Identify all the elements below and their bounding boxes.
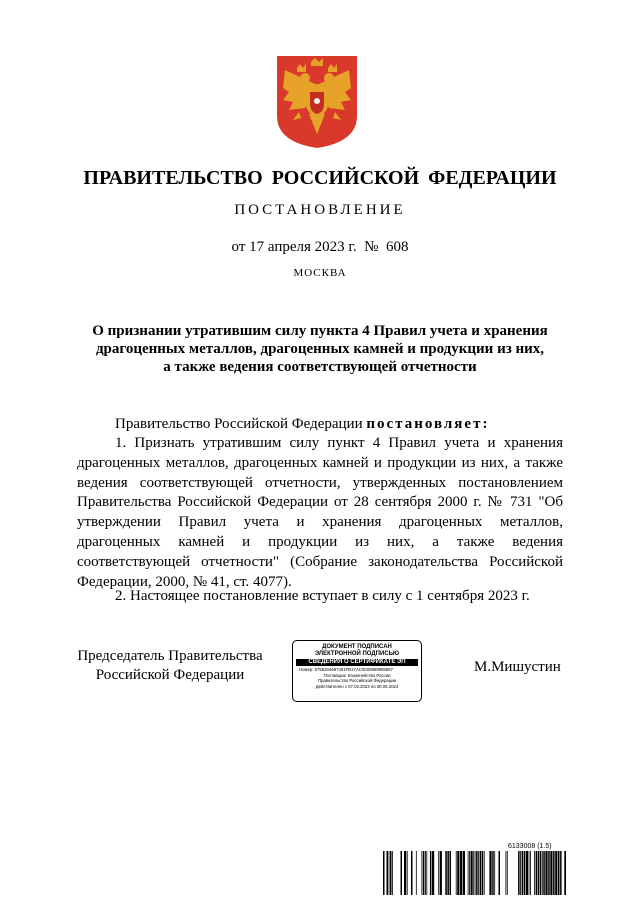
subject-line: драгоценных металлов, драгоценных камней и продукции из них, [95, 341, 545, 357]
stamp-header: СВЕДЕНИЯ О СЕРТИФИКАТЕ ЭП [296, 659, 418, 666]
barcode-number: 6133008 (1.5) [508, 843, 552, 850]
position-line: Председатель Правительства [77, 648, 263, 664]
paragraph-2: 2. Настоящее постановление вступает в силу с 1 сентября 2023 г. [115, 588, 530, 604]
subject-line: О признании утратившим силу пункта 4 Правил учета и хранения [92, 323, 548, 339]
intro-text: Правительство Российской Федерации [115, 416, 363, 432]
document-type: ПОСТАНОВЛЕНИЕ [234, 202, 406, 218]
stamp-validity: Действителен с 07.03.2023 по 30.05.2024 [315, 683, 399, 689]
document-subject [70, 322, 570, 376]
stamp-line: ЭЛЕКТРОННОЙ ПОДПИСЬЮ [314, 651, 400, 657]
city: МОСКВА [293, 267, 347, 279]
signatory-position [70, 647, 270, 685]
position-line: Российской Федерации [95, 667, 245, 683]
stamp-issuer: Поставщик: Казначейство России [323, 672, 391, 678]
stamp-owner: Правительство Российской Федерации [317, 678, 397, 684]
electronic-signature-stamp [292, 640, 422, 702]
signatory-name: М.Мишустин [474, 659, 561, 675]
paragraph-1: 1. Признать утратившим силу пункт 4 Правил учета и хранения драгоценных металлов, драгоценных камней и продукции из них, а также ведения соответствующей отчетности, утвержденных постановлением Правительства Российской Федерации от 28 сентября 2000 г. № 731 "Об утверждении Правил учета и хранения драгоценных металлов, драгоценных камней и продукции из них, а также ведения соответствующей отчетности" (Собрание законодательства Российской Федерации, 2000, № 41, ст. 4077). [77, 435, 563, 590]
resolution-intro [77, 415, 563, 435]
subject-line: а также ведения соответствующей отчетности [163, 359, 477, 375]
barcode-icon [383, 851, 566, 895]
intro-verb: постановляет: [366, 416, 490, 432]
date-number-line: от 17 апреля 2023 г. № 608 [231, 239, 409, 255]
stamp-line: ДОКУМЕНТ ПОДПИСАН [322, 644, 392, 650]
government-title: ПРАВИТЕЛЬСТВО РОССИЙСКОЙ ФЕДЕРАЦИИ [83, 167, 557, 189]
stamp-serial: Номер: 5755304697401FB17AC0000869855857 [299, 667, 393, 672]
russian-coat-of-arms-icon [275, 54, 359, 150]
